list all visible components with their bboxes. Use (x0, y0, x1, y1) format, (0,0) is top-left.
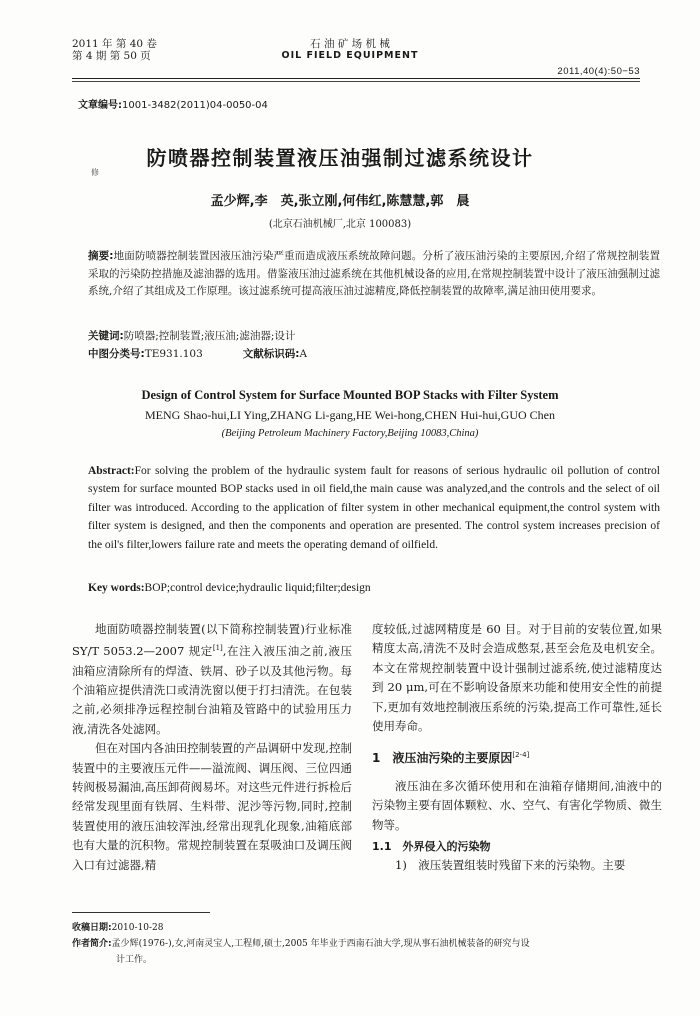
header-rule (72, 78, 640, 79)
abstract-cn (88, 248, 660, 301)
citation-ref: [1] (212, 644, 223, 653)
body-paragraph: 度较低,过滤网精度是 60 目。对于目前的安装位置,如果精度太高,清洗不及时会造成憋泵,甚至会危及电机安全。本文在常规控制装置中设计强制过滤系统,使过滤精度达到 20 μm,可在不影响设备原来功能和使用安全性的前提下,更加有效地控制液压系统的污染,提高工作可靠性,延长使用寿命。 (372, 622, 662, 734)
received-date: 收稿日期:2010-10-28 (72, 923, 164, 933)
classification-label: 中图分类号: (88, 348, 145, 360)
keywords-cn-label: 关键词: (88, 330, 124, 342)
body-paragraph: 液压油在多次循环使用和在油箱存储期间,油液中的污染物主要有固体颗粒、水、空气、有害化学物质、微生物等。 (372, 778, 662, 832)
article-number-label: 文章编号: (78, 100, 122, 111)
keywords-en (88, 582, 660, 594)
journal-name (270, 38, 430, 62)
abstract-cn-label: 摘要: (88, 250, 114, 262)
authors-en: MENG Shao-hui,LI Ying,ZHANG Li-gang,HE Wei-hong,CHEN Hui-hui,GUO Chen (145, 408, 555, 422)
footnote-rule (72, 912, 210, 913)
doc-code-label: 文献标识码: (242, 348, 300, 360)
body-paragraph: 地面防喷器控制装置(以下简称控制装置)行业标准 SY/T 5053.2—2007 规定[1],在注入液压油之前,液压油箱应清除所有的焊渣、铁屑、砂子以及其他污物。每个油箱应提供清洗口或清洗窗以便于打扫清洗。在包装之前,必须排净远程控制台油箱及管路中的试验用压力液,清洗各处滤网。 (72, 622, 352, 736)
issue-page: 第 4 期 第 50 页 (72, 50, 151, 62)
section-heading: 1 液压油污染的主要原因[2-4] (372, 751, 530, 766)
title-en: Design of Control System for Surface Mounted BOP Stacks with Filter System (141, 388, 559, 402)
footnote (72, 920, 662, 968)
classification (88, 346, 660, 362)
abstract-en (88, 462, 660, 554)
author-bio: 作者简介:孟少辉(1976-),女,河南灵宝人,工程师,硕士,2005 年毕业于西南石油大学,现从事石油机械装备的研究与设 (72, 939, 530, 949)
body-paragraph: 但在对国内各油田控制装置的产品调研中发现,控制装置中的主要液压元件——溢流阀、调压阀、三位四通转阀极易漏油,高压卸荷阀易坏。对这些元件进行拆检后经常发现里面有铁屑、生料带、泥沙等污物,同时,控制装置使用的液压油较浑浊,经常出现乳化现象,油箱底部也有大量的沉积物。常规控制装置在泵吸油口及调压阀入口有过滤器,精 (72, 741, 352, 872)
journal-name-en: OIL FIELD EQUIPMENT (281, 50, 419, 61)
article-number-value: 1001-3482(2011)04-0050-04 (122, 100, 268, 111)
doc-code-value: A (299, 348, 308, 360)
author-bio-cont: 计工作。 (116, 955, 153, 965)
keywords-en-text: BOP;control device;hydraulic liquid;filter;design (144, 582, 371, 594)
keywords-cn (88, 328, 660, 344)
article-number (78, 96, 268, 111)
citation-ref: [2-4] (512, 751, 530, 760)
journal-volume-info (72, 38, 157, 62)
abstract-en-label: Abstract: (88, 465, 135, 477)
classification-value: TE931.103 (144, 348, 203, 360)
abstract-en-text: For solving the problem of the hydraulic system fault for reasons of serious hydraulic oil pollution of control system for surface mounted BOP stacks used in oil field,the main cause was analyzed,and the controls and the select of oil filter was introduced. According to the application of filter system in other mechanical equipment,the control system with filter system is designed, and then the components and operation are presented. The control system increases precision of the oil's filter,lowers failure rate and meets the operating demand of oilfield. (88, 465, 660, 551)
title-cn: 防喷器控制装置液压油强制过滤系统设计 (146, 146, 534, 170)
journal-name-cn: 石 油 矿 场 机 械 (310, 38, 390, 50)
year-volume: 2011 年 第 40 卷 (72, 38, 157, 50)
body-right-column (372, 620, 662, 876)
body-left-column (72, 620, 352, 875)
header-rule-thin (72, 81, 640, 82)
keywords-en-label: Key words: (88, 582, 145, 594)
citation: 2011,40(4):50−53 (557, 66, 640, 77)
abstract-cn-text: 地面防喷器控制装置因液压油污染严重而造成液压系统故障问题。分析了液压油污染的主要原因,介绍了常规控制装置采取的污染防控措施及滤油器的选用。借鉴液压油过滤系统在其他机械设备的应用,在常规控制装置中设计了液压油强制过滤系统,介绍了其组成及工作原理。该过滤系统可提高液压油过滤精度,降低控制装置的故障率,满足油田使用要求。 (88, 250, 660, 297)
subsection-heading: 1.1 外界侵入的污染物 (372, 840, 491, 854)
body-paragraph: 1) 液压装置组装时残留下来的污染物。主要 (395, 858, 626, 873)
affiliation-en: (Beijing Petroleum Machinery Factory,Beijing 10083,China) (221, 428, 479, 439)
affiliation-cn: (北京石油机械厂,北京 100083) (268, 219, 412, 230)
side-mark: 修 (91, 168, 99, 177)
keywords-cn-text: 防喷器;控制装置;液压油;滤油器;设计 (123, 330, 296, 342)
authors-cn: 孟少辉,李 英,张立刚,何伟红,陈慧慧,郭 晨 (210, 194, 470, 209)
